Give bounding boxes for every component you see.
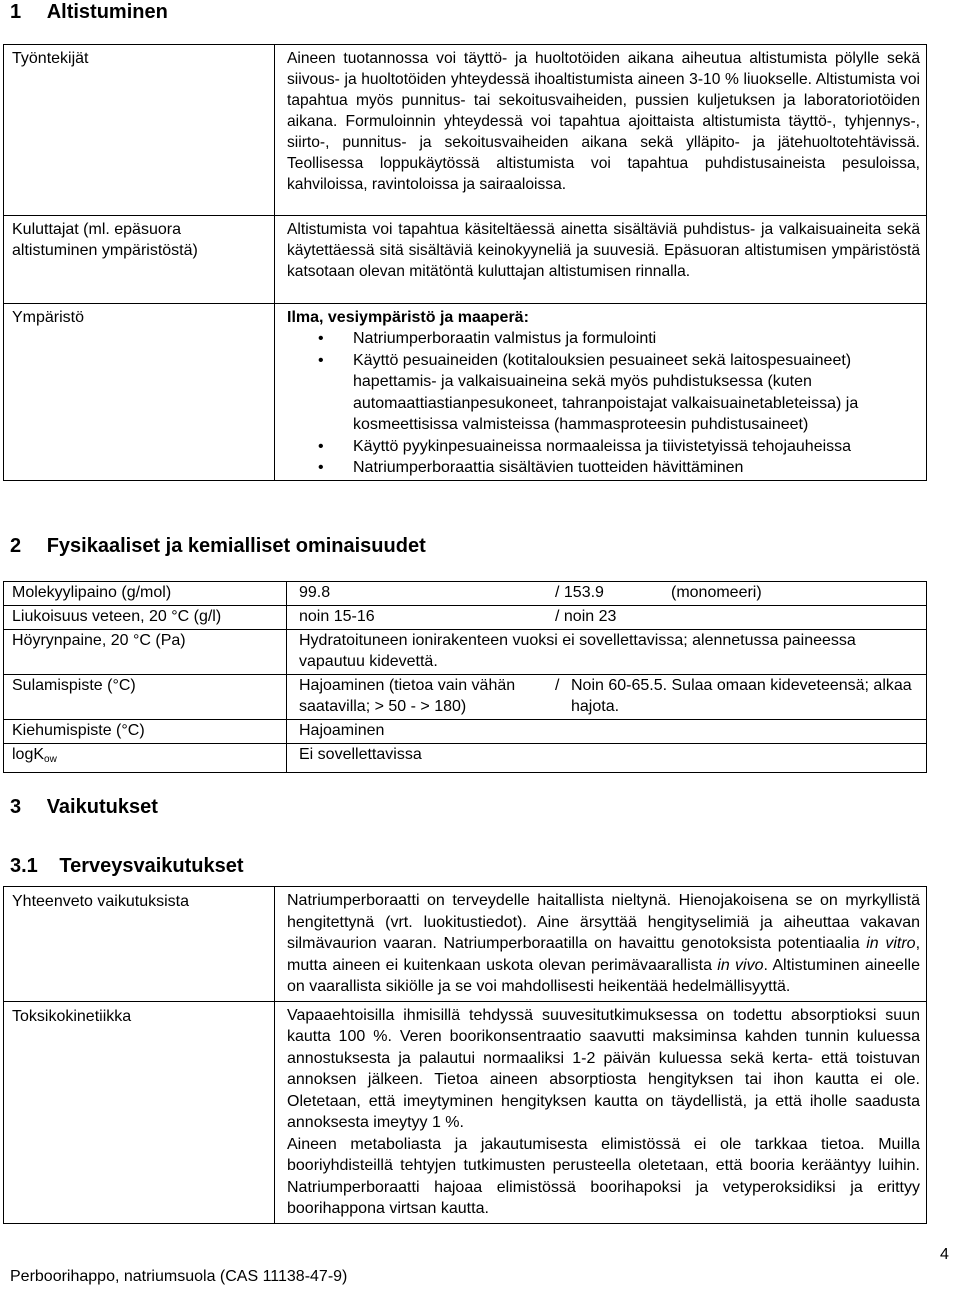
paragraph: Vapaaehtoisilla ihmisillä tehdyssä suuvesitutkimuksessa on todettu absorptioksi suun kautta 100 %. Veren boorikonsentraatio saavutti maksiminsa kahden tunnin kuluessa annostuksesta ja palautui normaaliksi 1-2 päivän kuluessa sekä kerta- että toistuvan annoksen jälkeen. Tietoa aineen absorptiosta hengityksen tai ihon kautta ei ole. Oletetaan, että imeytyminen hengityksen kautta on täydellistä, ja että iholle saadusta annoksesta imeytyy 1 %. xyxy=(287,1006,920,1131)
section-3-heading xyxy=(10,796,158,819)
section-3-title: Vaikutukset xyxy=(46,796,158,818)
table-row xyxy=(4,582,927,606)
table-row xyxy=(4,606,927,630)
text-part: Natriumperboraatti on terveydelle haitallista nieltynä. Hienojakoisena se on myrkyllistä hengitettynä (vrt. luokitustiedot). Aine ärsyttää hengityselimiä ja aiheuttaa vakavan silmävaurion vaaran. Natriumperboraatilla on havaittu genotoksista potentiaalia xyxy=(287,892,920,952)
section-3-1-number: 3.1 xyxy=(10,855,38,877)
table-row xyxy=(4,887,927,1002)
logk-main: logK xyxy=(12,746,45,763)
row-content-summary xyxy=(275,887,927,1002)
property-value: Hajoaminen xyxy=(287,720,927,744)
list-item: • Käyttö pesuaineiden (kotitalouksien pesuaineet sekä laitospesuaineet) hapettamis- ja valkaisuaineina sekä myös puhdistuksessa (kuten automaattiastianpesukoneet, tahranpoistajat valkaisuainetableteissa) ja kosmeettisissa valmisteissa (hammasproteesin puhdistusaineet) xyxy=(353,350,920,436)
italic-term: in vitro xyxy=(866,935,916,952)
row-content-workers xyxy=(275,45,927,216)
table-row xyxy=(4,45,927,216)
table-row xyxy=(4,216,927,304)
paragraph: Aineen tuotannossa voi täyttö- ja huoltotöiden aikana aiheutua altistumista pölylle sekä siivous- ja huoltotöiden yhteydessä ihoaltistumista aineen 3-10 % liuokselle. Altistumista voi tapahtua myös punnitus- tai sekoitusvaiheiden, pussien kuljetuksen ja laboratoriotöiden aikana. Formuloinnin yhteydessä voi tapahtua ajoittaista altistumista täyttö-, tyhjennys-, siirto-, punnitus- ja sekoitusvaiheiden aikana sekä ylläpito- ja jätehuoltotehtävissä. Teollisessa loppukäytössä altistumista voi tapahtua puhdistusaineista pesuloissa, kahviloissa, ravintoloissa ja sairaaloissa. xyxy=(287,50,920,193)
property-label: Sulamispiste (°C) xyxy=(4,675,287,720)
section-1-title: Altistuminen xyxy=(46,1,168,23)
property-value: Hydratoituneen ionirakenteen vuoksi ei sovellettavissa; alennetussa paineessa vapautuu kidevettä. xyxy=(287,630,927,675)
value-b: / noin 23 xyxy=(555,608,617,625)
italic-term: in vivo xyxy=(717,956,764,974)
text-part: . Altistuminen aineelle on vaarallista sikiölle ja se voi mahdollisesti heikentää hedelmällisyyttä. xyxy=(287,956,920,995)
value-a: noin 15-16 xyxy=(299,608,375,625)
table-row xyxy=(4,1001,927,1223)
property-label: Höyrynpaine, 20 °C (Pa) xyxy=(4,630,287,675)
value-c: (monomeeri) xyxy=(671,584,762,601)
table-row xyxy=(4,304,927,481)
page-footer: Perboorihappo, natriumsuola (CAS 11138-47-9) xyxy=(10,1268,348,1285)
exposure-table xyxy=(3,44,927,481)
list-item: • Käyttö pyykinpesuaineissa normaaleissa ja tiivistetyissä tehojauheissa xyxy=(353,436,920,458)
table-row xyxy=(4,630,927,675)
paragraph: Aineen metaboliasta ja jakautumisesta elimistössä ei ole tarkkaa tietoa. Muilla booriyhdisteillä tehtyjen tutkimusten perusteella oletetaan, että booria kerääntyy luihin. Natriumperboraatti hajoaa elimistössä boorihapoksi ja vetyperoksidiksi ja erittyy boorihappona virtsan kautta. xyxy=(287,1135,920,1217)
section-3-1-title: Terveysvaikutukset xyxy=(59,855,244,877)
property-value xyxy=(287,675,927,720)
section-2-heading xyxy=(10,535,426,558)
section-2-title: Fysikaaliset ja kemialliset ominaisuudet xyxy=(46,535,426,557)
section-3-number: 3 xyxy=(10,796,22,818)
table-row xyxy=(4,720,927,744)
row-content-toxicokinetics xyxy=(275,1001,927,1223)
row-content-consumers xyxy=(275,216,927,304)
list-item: • Natriumperboraatin valmistus ja formulointi xyxy=(353,328,920,350)
row-label-consumers: Kuluttajat (ml. epäsuora altistuminen ympäristöstä) xyxy=(4,216,275,304)
property-label: Molekyylipaino (g/mol) xyxy=(4,582,287,606)
property-label: Liukoisuus veteen, 20 °C (g/l) xyxy=(4,606,287,630)
text-part: , mutta aineen ei kuitenkaan uskota olevan perimävaarallista xyxy=(287,935,921,974)
paragraph xyxy=(287,890,920,998)
row-label-summary: Yhteenveto vaikutuksista xyxy=(4,887,275,1002)
section-1-heading xyxy=(10,1,168,24)
section-3-1-heading xyxy=(10,855,244,878)
paragraph: Altistumista voi tapahtua käsiteltäessä ainetta sisältäviä puhdistus- ja valkaisuaineita sekä käytettäessä sitä sisältäviä keinokyyneliä ja suuvesiä. Epäsuoran altistumisen ympäristöstä katsotaan olevan mitätöntä kuluttajan altistumisen rinnalla. xyxy=(287,221,920,280)
logk-sub: ow xyxy=(44,754,57,765)
row-label-toxicokinetics: Toksikokinetiikka xyxy=(4,1001,275,1223)
table-row xyxy=(4,675,927,720)
value-a: Hajoaminen (tietoa vain vähän saatavilla; > 50 - > 180) xyxy=(299,677,516,715)
property-value xyxy=(287,606,927,630)
list-item: • Natriumperboraattia sisältävien tuotteiden hävittäminen xyxy=(353,457,920,479)
properties-table xyxy=(3,581,927,773)
value-b: / 153.9 xyxy=(555,584,604,601)
property-label xyxy=(4,744,287,773)
table-row xyxy=(4,744,927,773)
environment-heading: Ilma, vesiympäristö ja maaperä: xyxy=(287,309,529,326)
health-effects-table xyxy=(3,886,927,1224)
property-value xyxy=(287,582,927,606)
row-label-workers: Työntekijät xyxy=(4,45,275,216)
value-b: Noin 60-65.5. Sulaa omaan kideveteensä; alkaa hajota. xyxy=(571,677,912,715)
property-value: Ei sovellettavissa xyxy=(287,744,927,773)
property-label: Kiehumispiste (°C) xyxy=(4,720,287,744)
section-2-number: 2 xyxy=(10,535,22,557)
row-label-environment: Ympäristö xyxy=(4,304,275,481)
row-content-environment xyxy=(275,304,927,481)
value-a: 99.8 xyxy=(299,584,331,601)
page-number: 4 xyxy=(940,1246,949,1263)
value-slash: / xyxy=(555,677,560,694)
environment-bullet-list xyxy=(287,328,920,479)
section-1-number: 1 xyxy=(10,1,22,23)
